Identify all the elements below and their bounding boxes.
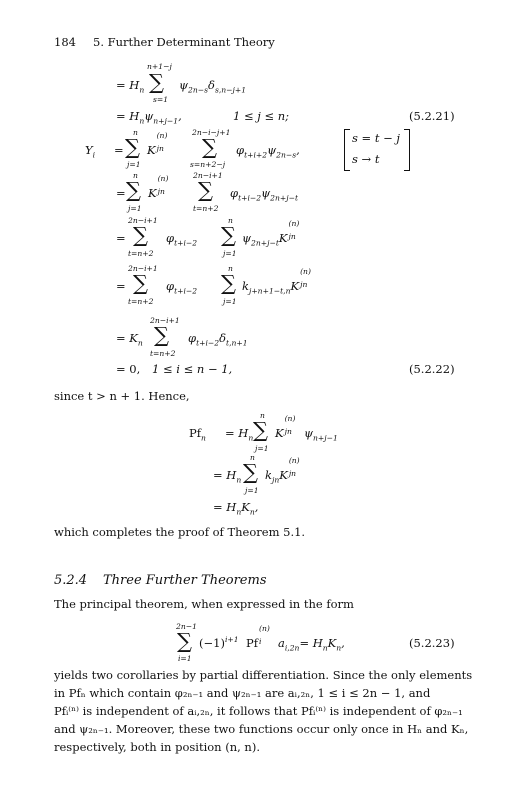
eq3-bracket-line2: s → t <box>352 152 380 166</box>
eq12-a-sub: i,2n <box>284 643 300 653</box>
eq9-psi: ψ <box>304 426 314 440</box>
eq7-upper: 2n−i+1 <box>150 316 180 325</box>
running-title: 5. Further Determinant Theory <box>93 35 275 49</box>
eq10-eq: = H <box>213 468 237 482</box>
eq7-phi: φ <box>188 331 197 345</box>
eq6-sum2: ∑ <box>221 271 236 295</box>
eq4-lower2: t=n+2 <box>193 204 219 213</box>
eq3-psi: ψ <box>267 143 277 157</box>
eq5-sum1: ∑ <box>133 223 148 247</box>
section-title: Three Further Theorems <box>103 573 267 588</box>
page-number: 184 <box>54 35 76 49</box>
eq11-end: , <box>254 500 259 514</box>
eq6-lower2: j=1 <box>223 297 237 306</box>
eq3-bracket-line1: s = t − j <box>352 131 400 145</box>
eq7-sum: ∑ <box>154 323 169 347</box>
eq3-lower2: s=n+2−j <box>190 160 226 169</box>
eq4-psi: ψ <box>261 186 271 200</box>
eq1-lower-limit: s=1 <box>153 95 169 104</box>
eq9-lhs: Pf <box>189 426 201 440</box>
eq1-psi: ψ <box>179 78 189 92</box>
eq3-equals: = <box>114 143 124 157</box>
eq4-sum1: ∑ <box>126 178 141 202</box>
eq1-sum-symbol: ∑ <box>149 70 164 94</box>
eq4-phi: φ <box>230 186 239 200</box>
eq11-eq: = H <box>213 500 237 514</box>
eq6-small-k-sub: j+n+1−t,n <box>248 286 291 296</box>
eq12-k-sub: n <box>336 643 342 653</box>
eq3-psi-sub: 2n−s <box>276 150 297 160</box>
eq5-upper2: n <box>228 216 233 225</box>
eq1-psi-sub: 2n−s <box>188 85 209 95</box>
eq3-lhs-sub: i <box>92 150 96 160</box>
eq1-upper-limit: n+1−j <box>147 62 172 71</box>
eq5-psi: ψ <box>242 231 252 245</box>
eq11-h-sub: n <box>236 507 242 517</box>
eq1-lhs: = H <box>116 78 140 92</box>
eq5-lower2: j=1 <box>223 249 237 258</box>
eq3-bracket-right <box>404 129 410 171</box>
eq9-lhs-sub: n <box>201 433 206 443</box>
eq5-upper1: 2n−i+1 <box>128 216 158 225</box>
eq5-k: K <box>278 231 288 245</box>
eq4-upper2: 2n−i+1 <box>193 171 223 180</box>
eq4-phi-sub: t+i−2 <box>238 193 262 203</box>
eq3-phi-sub: t+i+2 <box>244 150 268 160</box>
eq5-phi: φ <box>166 231 175 245</box>
eq10-small-k-sub: jn <box>271 475 280 485</box>
eq4-psi-sub: 2n+j−t <box>270 193 298 203</box>
eq3-lhs: Y <box>85 143 93 157</box>
eq10-upper: n <box>250 453 255 462</box>
eq12-upper: 2n−1 <box>176 622 197 631</box>
eq3-k: K <box>147 143 156 157</box>
eq2-h-sub: n <box>139 116 145 126</box>
eq5-lower1: t=n+2 <box>128 249 154 258</box>
eq9-k: K <box>275 426 284 440</box>
eq3-sum1: ∑ <box>125 135 140 159</box>
eq4-sum2: ∑ <box>198 178 213 202</box>
paragraph-completes: which completes the proof of Theorem 5.1. <box>54 525 306 539</box>
paragraph-line-5: respectively, both in position (n, n). <box>54 740 260 754</box>
eq6-phi: φ <box>166 279 175 293</box>
eq7-lhs-sub: n <box>137 338 143 348</box>
eq9-upper: n <box>260 411 265 420</box>
eq12-sign: (−1) <box>199 636 225 650</box>
eq6-small-k: k <box>242 279 249 293</box>
eq12-eq: = H <box>299 636 323 650</box>
eq4-equals: = <box>116 186 126 200</box>
eq5-phi-sub: t+i−2 <box>174 238 198 248</box>
eq12-end: , <box>341 636 345 650</box>
eq9-sum: ∑ <box>253 418 268 442</box>
eq5-sum2: ∑ <box>221 223 236 247</box>
eq7-delta-sub: t,n+1 <box>226 338 248 348</box>
eq3-lower1: j=1 <box>127 160 141 169</box>
eq10-sum: ∑ <box>243 460 258 484</box>
eq9-eq: = H <box>225 426 249 440</box>
eq8-number: (5.2.22) <box>409 362 455 376</box>
eq12-h-sub: n <box>322 643 328 653</box>
eq9-h-sub: n <box>248 433 254 443</box>
page: 184 5. Further Determinant Theory = $H_n$ n+1−j ∑ s=1 $\psi_{2n-s}\delta_{s,n-j+1}$ = $H_n\psi_{n+j-1}$, 1 ≤ j ≤ n; (5.2.21) $Y_i$ = n ∑ j=1 K (n) jn 2n−i−j+1 ∑ s=n+2−j $\varphi_{t+i+2}\psi_{2n-s}$, s = t − j s → t = n ∑ j=1 K (n) jn 2n−i+1 ∑ t=n+2 $\varphi_{t+i-2}\psi_{2n+j-t}$ = 2n−i+1 ∑ t=n+2 $\varphi_{t+i-2}$ n ∑ j=1 $\psi_{2n+j-t}K$ (n) jn = 2n−i+1 ∑ t=n+2 $\varphi_{t+i-2}$ n ∑ j=1 $k_{j+n+1-t,n}K$ (n) jn = $K_n$ 2n−i+1 ∑ t=n+2 $\varphi_{t+i-2}\delta_{t,n+1}$ = 0, 1 ≤ i ≤ n − 1, (5.2.22) since t > n + 1. Hence, $Pf_n$ = $H_n$ n ∑ j=1 K (n) jn $\psi_{n+j-1}$ = $H_n$ n ∑ j=1 $k_{jn}K$ (n) jn = $H_nK_n$, which completes the proof of Theorem 5.1. 5.2.4 Three Further Theorems The principal theorem, when expressed in the form 2n−1 ∑ i=1 $(-1)^{i+1}$ Pf (n) i $a_{i,2n}= H_nK_n$, (5.2.23) yields two corollaries by partial differentiation. Since the only elements in Pfₙ which contain φ₂ₙ₋₁ and ψ₂ₙ₋₁ are aᵢ,₂ₙ, 1 ≤ i ≤ 2n − 1, and Pfᵢ⁽ⁿ⁾ is independent of aᵢ,₂ₙ, it follows that Pfᵢ⁽ⁿ⁾ is independent of φ₂ₙ₋₁ and ψ₂ₙ₋₁. Moreover, these two functions occur only once in Hₙ and Kₙ, respectively, both in position (n, n). <box>54 35 473 754</box>
eq6-lower1: t=n+2 <box>128 297 154 306</box>
eq12-lower: i=1 <box>178 654 192 663</box>
eq6-upper1: 2n−i+1 <box>128 264 158 273</box>
eq8-condition: 1 ≤ i ≤ n − 1, <box>152 362 233 376</box>
eq7-lhs: = K <box>116 331 138 345</box>
eq10-lower: j=1 <box>245 486 259 495</box>
eq6-phi-sub: t+i−2 <box>174 286 198 296</box>
eq9-lower: j=1 <box>255 444 269 453</box>
eq3-bracket-left <box>344 129 350 171</box>
eq2-psi: ψ <box>144 109 154 123</box>
eq10-k: K <box>279 468 288 482</box>
eq6-equals: = <box>116 279 126 293</box>
eq1-delta-sub: s,n−j+1 <box>214 85 247 95</box>
eq9-psi-sub: n+j−1 <box>313 433 338 443</box>
eq3-upper1: n <box>133 128 138 137</box>
eq7-phi-sub: t+i−2 <box>196 338 220 348</box>
eq2-psi-sub: n+j−1 <box>153 116 179 126</box>
eq12-sign-sup: i+1 <box>224 635 239 645</box>
eq8-lhs: = 0, <box>116 362 141 376</box>
eq2-condition: 1 ≤ j ≤ n; <box>233 109 290 123</box>
eq12-k: K <box>327 636 337 650</box>
paragraph-line-3: Pfᵢ⁽ⁿ⁾ is independent of aᵢ,₂ₙ, it follows that Pfᵢ⁽ⁿ⁾ is independent of φ₂ₙ₋₁ <box>54 704 463 718</box>
paragraph-line-2: in Pfₙ which contain φ₂ₙ₋₁ and ψ₂ₙ₋₁ are aᵢ,₂ₙ, 1 ≤ i ≤ 2n − 1, and <box>54 686 431 700</box>
eq3-sum2: ∑ <box>202 135 217 159</box>
paragraph-principal: The principal theorem, when expressed in the form <box>54 597 354 611</box>
eq6-upper2: n <box>228 264 233 273</box>
eq11-k-sub: n <box>249 507 255 517</box>
eq10-small-k: k <box>265 468 272 482</box>
eq12-a: a <box>278 636 285 650</box>
eq10-h-sub: n <box>236 475 242 485</box>
eq6-k: K <box>290 279 300 293</box>
eq2-number: (5.2.21) <box>409 109 455 123</box>
section-number: 5.2.4 <box>54 573 88 588</box>
eq4-k: K <box>148 186 157 200</box>
eq5-equals: = <box>116 231 126 245</box>
eq12-number: (5.2.23) <box>409 636 455 650</box>
eq7-lower: t=n+2 <box>150 349 176 358</box>
eq2-lhs: = H <box>116 109 140 123</box>
paragraph-since: since t > n + 1. Hence, <box>54 389 190 403</box>
eq11-k: K <box>241 500 250 514</box>
eq12-sum: ∑ <box>177 629 192 653</box>
eq7-delta: δ <box>219 331 227 345</box>
eq12-pf: Pf <box>246 636 258 650</box>
eq4-upper1: n <box>133 171 138 180</box>
eq6-sum1: ∑ <box>133 271 148 295</box>
eq3-upper2: 2n−i−j+1 <box>192 128 231 137</box>
eq1-lhs-sub: n <box>139 85 145 95</box>
paragraph-line-1: yields two corollaries by partial differentiation. Since the only elements <box>54 668 473 682</box>
eq5-psi-sub: 2n+j−t <box>251 238 279 248</box>
eq3-phi: φ <box>236 143 245 157</box>
paragraph-line-4: and ψ₂ₙ₋₁. Moreover, these two functions occur only once in Hₙ and Kₙ, <box>54 722 469 736</box>
eq4-lower1: j=1 <box>128 204 142 213</box>
eq1-delta: δ <box>208 78 215 92</box>
